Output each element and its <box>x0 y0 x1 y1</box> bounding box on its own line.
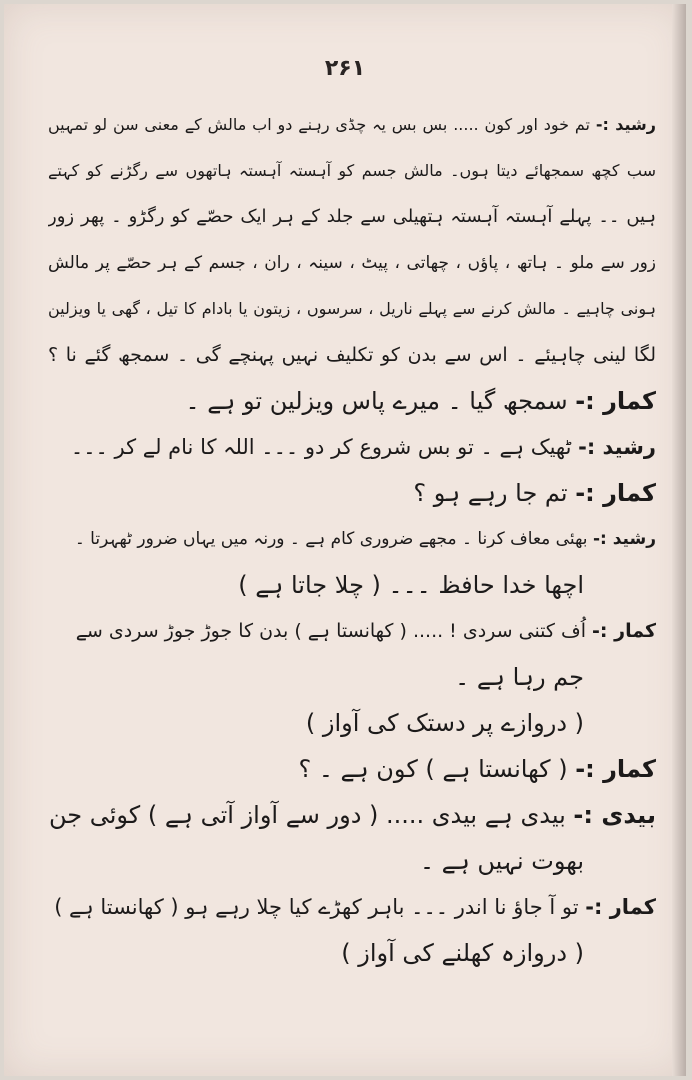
line-text: اچھا خدا حافظ ۔۔۔ ( چلا جاتا ہے ) <box>238 571 584 599</box>
text-line <box>48 746 656 792</box>
line-text: تم جا رہے ہو ؟ <box>413 479 568 507</box>
speaker-name: بیدی :- <box>573 801 656 829</box>
line-text: زور سے ملو ۔ ہاتھ ، پاؤں ، چھاتی ، پیٹ ، سینہ ، ران ، جسم کے ہر حصّے پر مالش <box>48 253 656 273</box>
text-line <box>48 332 656 378</box>
text-line <box>48 470 656 516</box>
line-text: تم خود اور کون ..... بس بس یہ چڈی رہنے دو اب مالش کے معنی سن لو تمہیں <box>48 115 591 134</box>
line-text: ( دروازہ کھلنے کی آواز ) <box>341 939 584 967</box>
line-text: ہیں ۔۔ پہلے آہستہ آہستہ ہتھیلی سے جلد کے ہر ایک حصّے کو رگڑو ۔ پھر زور <box>48 206 656 227</box>
speaker-name: کمار :- <box>585 895 656 919</box>
speaker-name: کمار :- <box>592 620 656 642</box>
text-line <box>48 286 656 332</box>
text-line <box>48 792 656 838</box>
speaker-name: رشید :- <box>578 435 656 459</box>
line-text: سب کچھ سمجھائے دیتا ہوں۔ مالش جسم کو آہستہ آہستہ ہاتھوں سے رگڑنے کو کہتے <box>48 161 656 180</box>
speaker-name: رشید :- <box>595 115 656 134</box>
text-line <box>48 562 656 608</box>
text-line <box>48 102 656 148</box>
text-line <box>48 194 656 240</box>
text-line <box>48 378 656 424</box>
speaker-name: کمار :- <box>575 387 656 415</box>
line-text: ( دروازے پر دستک کی آواز ) <box>305 709 584 737</box>
text-line <box>48 516 656 562</box>
line-text: ٹھیک ہے ۔ تو بس شروع کر دو ۔۔۔ اللہ کا نام لے کر ۔۔۔ <box>70 435 572 459</box>
speaker-name: کمار :- <box>575 755 656 783</box>
speaker-name: کمار :- <box>575 479 656 507</box>
line-text: سمجھ گیا ۔ میرے پاس ویزلین تو ہے ۔ <box>185 387 568 415</box>
text-line <box>48 838 656 884</box>
text-line <box>48 700 656 746</box>
page-text <box>48 102 656 976</box>
text-line <box>48 424 656 470</box>
book-page <box>4 4 686 1076</box>
line-text: ( کھانستا ہے ) کون ہے ۔ ؟ <box>298 755 568 783</box>
page-spine-shadow <box>672 4 686 1076</box>
text-line <box>48 608 656 654</box>
line-text: جم رہا ہے ۔ <box>455 663 584 691</box>
line-text: بھوت نہیں ہے ۔ <box>419 847 584 875</box>
text-line <box>48 148 656 194</box>
line-text: اُف کتنی سردی ! ..... ( کھانستا ہے ) بدن کا جوڑ جوڑ سردی سے <box>75 620 586 642</box>
line-text: لگا لینی چاہیئے ۔ اس سے بدن کو تکلیف نہیں پہنچے گی ۔ سمجھ گئے نا ؟ <box>48 344 656 366</box>
line-text: بیدی ہے بیدی ..... ( دور سے آواز آتی ہے ) کوئی جن <box>48 801 566 829</box>
text-line <box>48 930 656 976</box>
page-number: ۲۶۱ <box>324 56 366 81</box>
text-line <box>48 240 656 286</box>
line-text: تو آ جاؤ نا اندر ۔۔۔ باہر کھڑے کیا چلا رہے ہو ( کھانستا ہے ) <box>54 895 579 919</box>
text-line <box>48 654 656 700</box>
text-line <box>48 884 656 930</box>
line-text: ہونی چاہیے ۔ مالش کرنے سے پہلے ناریل ، سرسوں ، زیتون یا بادام کا تیل ، گھی یا ویزلین <box>48 299 656 318</box>
line-text: بھئی معاف کرنا ۔ مجھے ضروری کام ہے ۔ ورنہ میں یہاں ضرور ٹھہرتا ۔ <box>74 529 588 549</box>
speaker-name: رشید :- <box>592 529 656 549</box>
